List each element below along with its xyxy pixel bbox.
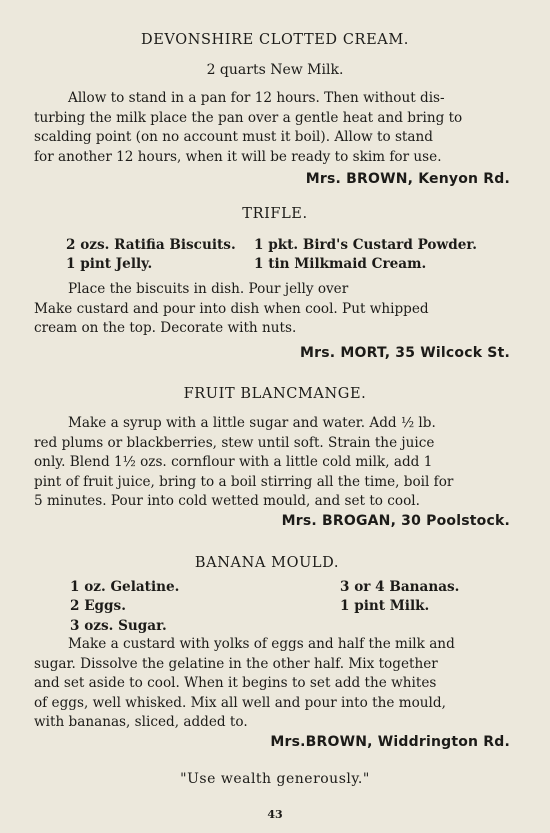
method-line: of eggs, well whisked. Mix all well and pour into the mould, <box>34 694 446 711</box>
recipe-title: DEVONSHIRE CLOTTED CREAM. <box>141 32 409 48</box>
recipe-signature: Mrs. BROWN, Kenyon Rd. <box>305 171 510 187</box>
recipe-signature: Mrs. BROGAN, 30 Poolstock. <box>281 513 510 529</box>
method-line: Make custard and pour into dish when cool. Put whipped <box>34 300 429 317</box>
recipe-signature: Mrs. MORT, 35 Wilcock St. <box>300 345 510 361</box>
method-line: Place the biscuits in dish. Pour jelly over <box>68 281 349 297</box>
ingredients-right <box>254 236 477 275</box>
ingredient-item: 3 or 4 Bananas. <box>340 579 460 595</box>
ingredients-left <box>70 578 179 636</box>
method-line: sugar. Dissolve the gelatine in the other half. Mix together <box>34 655 438 672</box>
ingredient-item: 1 pint Milk. <box>340 598 430 615</box>
ingredients-right <box>340 578 459 617</box>
recipe-signature: Mrs.BROWN, Widdrington Rd. <box>270 734 510 750</box>
motto: "Use wealth generously." <box>180 771 370 787</box>
ingredient-item: 1 pkt. Bird's Custard Powder. <box>254 237 477 253</box>
ingredient-item: 1 oz. Gelatine. <box>70 579 180 595</box>
recipe-title: FRUIT BLANCMANGE. <box>183 386 367 402</box>
recipe-title: BANANA MOULD. <box>194 555 340 571</box>
recipe-title: TRIFLE. <box>242 206 308 222</box>
page-number: 43 <box>267 808 283 821</box>
method-line: with bananas, sliced, added to. <box>34 714 248 731</box>
recipe-subtitle: 2 quarts New Milk. <box>206 62 344 78</box>
recipe-method <box>34 414 510 512</box>
method-line: only. Blend 1½ ozs. cornflour with a little cold milk, add 1 <box>34 454 433 471</box>
ingredient-item: 2 Eggs. <box>70 598 126 615</box>
method-line: turbing the milk place the pan over a gentle heat and bring to <box>34 109 463 126</box>
recipe-method <box>34 635 510 733</box>
method-line: 5 minutes. Pour into cold wetted mould, and set to cool. <box>34 493 420 510</box>
ingredient-item: 1 pint Jelly. <box>66 256 153 273</box>
method-line: scalding point (on no account must it boil). Allow to stand <box>34 129 433 146</box>
recipe-method <box>34 89 510 167</box>
method-line: red plums or blackberries, stew until soft. Strain the juice <box>34 434 435 451</box>
method-line: Make a syrup with a little sugar and water. Add ½ lb. <box>68 415 436 431</box>
method-line: Make a custard with yolks of eggs and half the milk and <box>68 636 455 652</box>
ingredient-item: 1 tin Milkmaid Cream. <box>254 256 427 273</box>
method-line: Allow to stand in a pan for 12 hours. Then without dis- <box>68 90 445 106</box>
method-line: pint of fruit juice, bring to a boil stirring all the time, boil for <box>34 473 454 490</box>
method-line: for another 12 hours, when it will be ready to skim for use. <box>34 148 442 165</box>
method-line: and set aside to cool. When it begins to set add the whites <box>34 675 437 692</box>
method-line: cream on the top. Decorate with nuts. <box>34 320 297 337</box>
recipe-method <box>34 280 510 339</box>
ingredient-item: 2 ozs. Ratifia Biscuits. <box>66 237 236 253</box>
ingredient-item: 3 ozs. Sugar. <box>70 617 167 634</box>
ingredients-left <box>66 236 236 275</box>
